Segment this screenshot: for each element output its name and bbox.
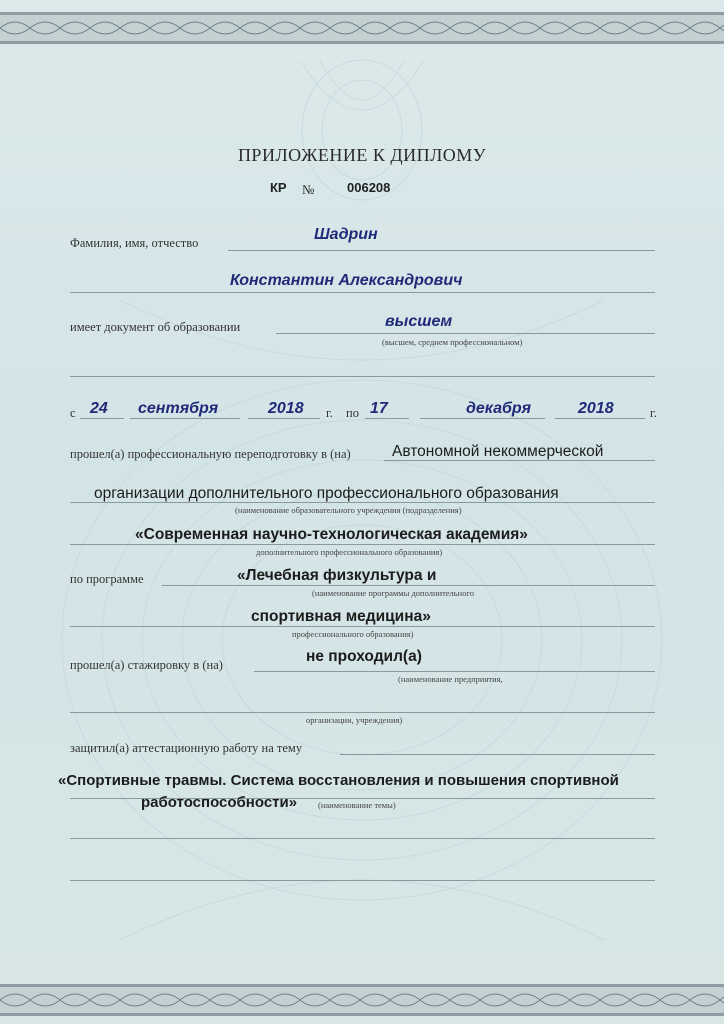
program-line-1 [162, 585, 655, 586]
thesis-topic-part-1: «Спортивные травмы. Система восстановления и повышения спортивной [58, 772, 619, 789]
program-hint-2: профессионального образования) [292, 629, 414, 639]
blank-line-1 [70, 376, 655, 377]
document-title: ПРИЛОЖЕНИЕ К ДИПЛОМУ [237, 145, 487, 165]
program-name-part-1: «Лечебная физкультура и [237, 567, 437, 584]
org-hint-2: дополнительного профессионального образования) [256, 547, 443, 557]
surname-value: Шадрин [314, 226, 378, 243]
internship-line [254, 671, 655, 672]
date-to-day: 17 [370, 400, 388, 417]
program-line-2 [70, 626, 655, 627]
series-code: КР [270, 180, 287, 195]
date-to-prefix: по [346, 406, 359, 420]
thesis-topic-part-2: работоспособности» [141, 794, 298, 811]
date-from-prefix: с [70, 406, 76, 420]
date-from-month: сентября [138, 400, 219, 417]
year-suffix-2: г. [650, 406, 657, 420]
program-hint-1: (наименование программы дополнительного [312, 588, 475, 598]
date-to-day-line [365, 418, 409, 419]
thesis-label: защитил(а) аттестационную работу на тему [70, 741, 303, 755]
internship-hint-1: (наименование предприятия, [398, 674, 503, 684]
edu-level-hint: (высшем, среднем профессиональном) [382, 337, 523, 347]
org-hint-1: (наименование образовательного учреждения (подразделения) [235, 505, 462, 515]
org-name-part-2: организации дополнительного профессионального образования [94, 485, 559, 502]
edu-doc-line [276, 333, 655, 334]
date-from-year-line [248, 418, 320, 419]
year-suffix-1: г. [326, 406, 333, 420]
date-from-day: 24 [90, 400, 108, 417]
program-label: по программе [70, 572, 144, 586]
top-ornament-border [0, 8, 724, 48]
bottom-ornament-border [0, 980, 724, 1020]
number-sign: № [302, 182, 315, 197]
date-to-month: декабря [466, 400, 532, 417]
date-to-year: 2018 [578, 400, 614, 417]
thesis-line-0 [340, 754, 655, 755]
edu-doc-label: имеет документ об образовании [70, 320, 241, 334]
date-to-year-line [555, 418, 645, 419]
internship-label: прошел(а) стажировку в (на) [70, 658, 223, 672]
thesis-hint: (наименование темы) [318, 800, 396, 810]
retraining-label: прошел(а) профессиональную переподготовку в (на) [70, 447, 351, 461]
fio-line [228, 250, 655, 251]
thesis-line-3 [70, 880, 655, 881]
date-from-year: 2018 [268, 400, 304, 417]
date-to-month-line [420, 418, 545, 419]
org-line-3 [70, 544, 655, 545]
org-name-part-3: «Современная научно-технологическая академия» [135, 526, 528, 543]
edu-level-value: высшем [385, 313, 453, 330]
name-patronymic-value: Константин Александрович [230, 272, 463, 289]
fio-label: Фамилия, имя, отчество [70, 236, 199, 250]
thesis-line-2 [70, 838, 655, 839]
program-name-part-2: спортивная медицина» [251, 608, 431, 625]
internship-line-2 [70, 712, 655, 713]
date-from-day-line [80, 418, 124, 419]
org-name-part-1: Автономной некоммерческой [392, 443, 604, 460]
name-line [70, 292, 655, 293]
document-number: 006208 [347, 180, 391, 195]
internship-value: не проходил(а) [306, 648, 422, 665]
date-from-month-line [130, 418, 240, 419]
internship-hint-2: организации, учреждения) [306, 715, 403, 725]
